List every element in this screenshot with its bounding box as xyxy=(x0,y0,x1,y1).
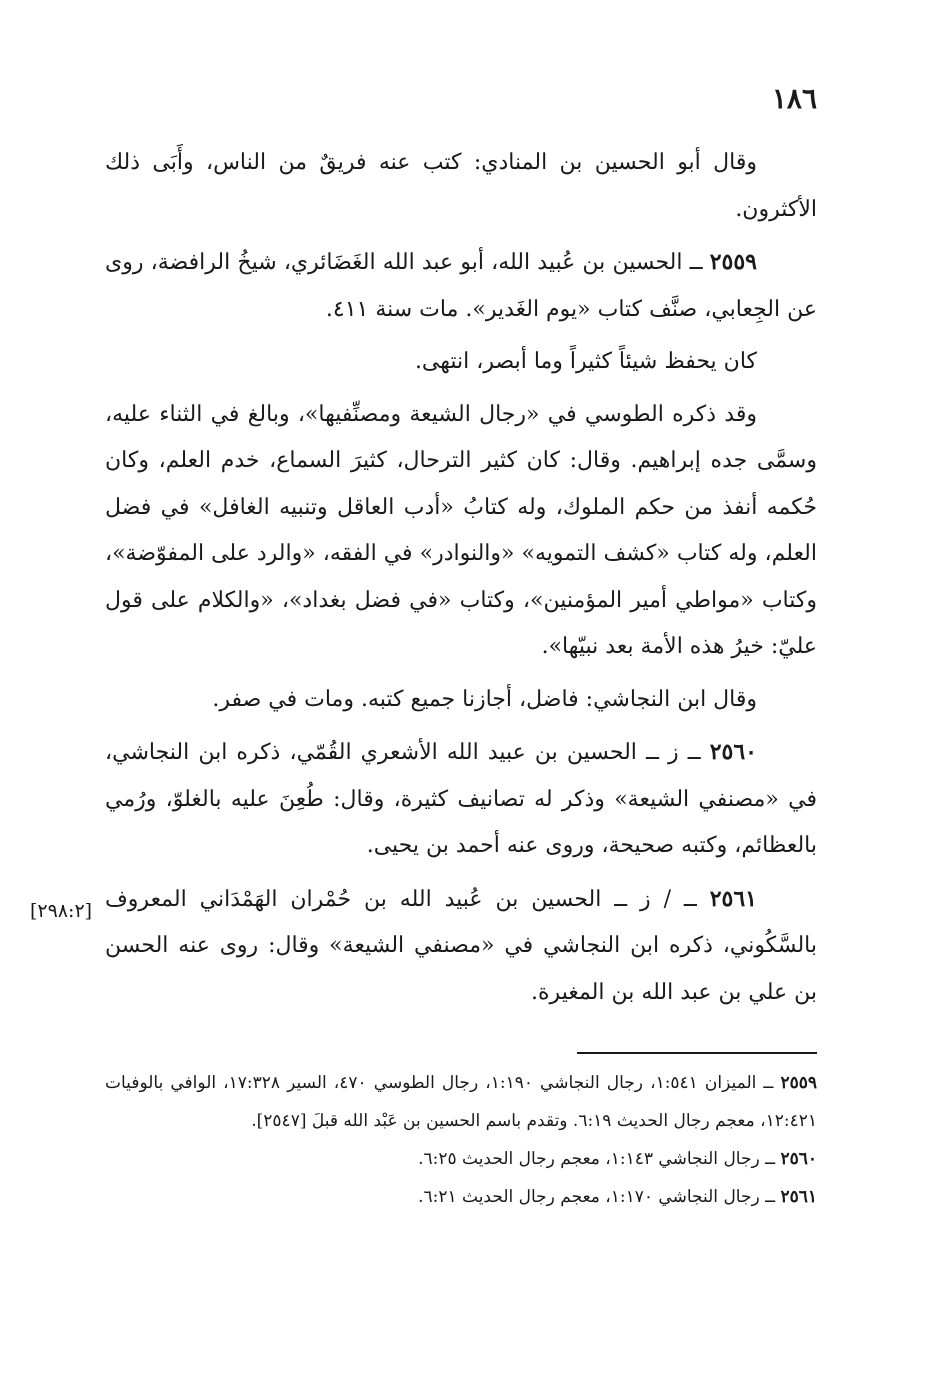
footnote-text: ــ رجال النجاشي ١:١٤٣، معجم رجال الحديث ٦:٢٥. xyxy=(418,1149,781,1169)
paragraph-text: وقال أبو الحسين بن المنادي: كتب عنه فريقٌ من الناس، وأَبَى ذلك الأكثرون. xyxy=(105,150,817,222)
footnote-number: ٢٥٥٩ xyxy=(780,1073,818,1093)
footnote-number: ٢٥٦١ xyxy=(780,1187,817,1207)
entry-text: ــ / ز ــ الحسين بن عُبيد الله بن حُمْران الهَمْدَاني المعروف بالسَّكُوني، ذكره ابن النجاشي في «مصنفي الشيعة» وقال: روى عنه الحسن بن علي بن عبد الله بن المغيرة. xyxy=(105,886,817,1005)
paragraph-text: وقد ذكره الطوسي في «رجال الشيعة ومصنِّفيها»، وبالغ في الثناء عليه، وسمَّى جده إبراهيم. وقال: كان كثير الترحال، كثيرَ السماع، خدم العلم، وكان حُكمه أنفذ من حكم الملوك، وله كتابُ «أدب العاقل وتنبيه الغافل» في فضل العلم، وله كتاب «كشف التمويه» «والنوادر» في الفقه، «والرد على المفوّضة»، وكتاب «مواطي أمير المؤمنين»، وكتاب «في فضل بغداد»، «والكلام على قول عليّ: خيرُ هذه الأمة بعد نبيّها». xyxy=(105,401,817,659)
page-number: ١٨٦ xyxy=(771,82,817,115)
entry-text: ــ الحسين بن عُبيد الله، أبو عبد الله الغَضَائري، شيخُ الرافضة، روى عن الجِعابي، صنَّف كتاب «يوم الغَدير». مات سنة ٤١١. xyxy=(105,250,817,322)
footnotes xyxy=(105,1064,817,1216)
footnote-2559 xyxy=(105,1064,817,1140)
entry-text: ــ ز ــ الحسين بن عبيد الله الأشعري القُمّي، ذكره ابن النجاشي، في «مصنفي الشيعة» وذكر له تصانيف كثيرة، وقال: طُعِنَ عليه بالغلوّ، ورُمي بالعظائم، وكتبه صحيحة، وروى عنه أحمد بن يحيى. xyxy=(105,740,817,858)
footnote-number: ٢٥٦٠ xyxy=(780,1149,817,1169)
footnote-text: ــ الميزان ١:٥٤١، رجال النجاشي ١:١٩٠، رجال الطوسي ٤٧٠، السير ١٧:٣٢٨، الوافي بالوفيات ١٢:٤٢١، معجم رجال الحديث ٦:١٩. وتقدم باسم الحسين بن عَبْد الله قبلَ [٢٥٤٧]. xyxy=(105,1073,817,1131)
footnote-2560 xyxy=(105,1140,817,1178)
entry-2560 xyxy=(105,729,817,870)
paragraph-najashi xyxy=(105,677,817,724)
paragraph-tusi xyxy=(105,392,817,671)
paragraph-text: كان يحفظ شيئاً كثيراً وما أبصر، انتهى. xyxy=(414,349,757,374)
footnote-text: ــ رجال النجاشي ١:١٧٠، معجم رجال الحديث ٦:٢١. xyxy=(418,1187,781,1207)
paragraph-intro xyxy=(105,140,817,233)
entry-number: ٢٥٦٠ xyxy=(709,739,757,765)
footnote-2561 xyxy=(105,1178,817,1216)
entry-2559 xyxy=(105,239,817,333)
paragraph-quote xyxy=(105,339,817,386)
entry-number: ٢٥٥٩ xyxy=(709,249,757,275)
entry-number: ٢٥٦١ xyxy=(709,885,757,912)
footnote-separator xyxy=(577,1052,817,1054)
marginal-reference: [٢٩٨:٢] xyxy=(30,900,93,922)
main-text xyxy=(105,140,817,1022)
entry-2561 xyxy=(105,876,817,1017)
paragraph-text: وقال ابن النجاشي: فاضل، أجازنا جميع كتبه. ومات في صفر. xyxy=(212,686,757,712)
